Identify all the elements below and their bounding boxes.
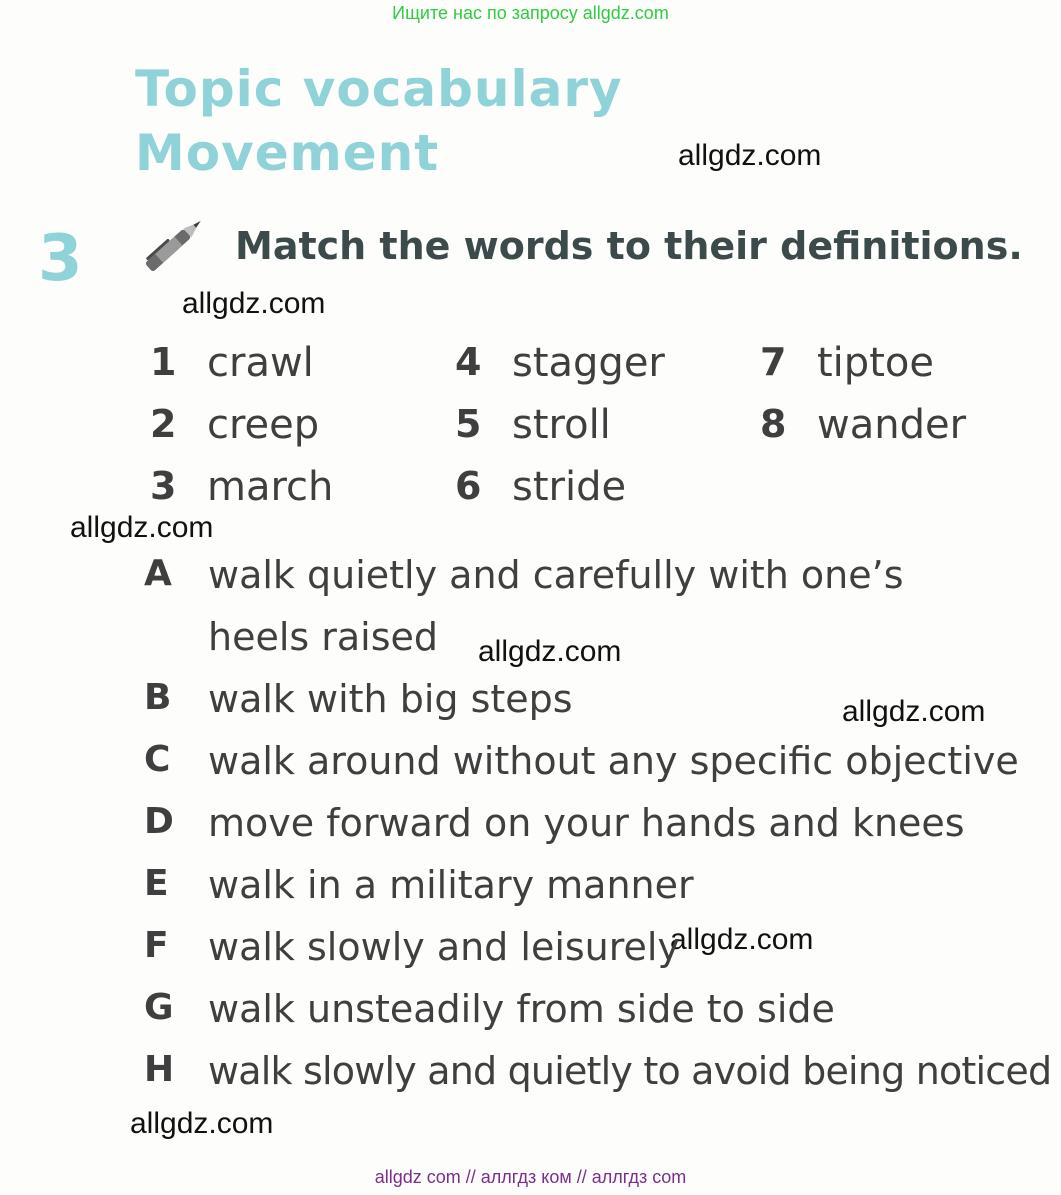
word-number: 5 xyxy=(455,402,482,446)
watermark: allgdz.com xyxy=(678,139,822,172)
definition-text: walk slowly and leisurely xyxy=(208,925,680,969)
definition-text: walk quietly and carefully with one’s xyxy=(208,553,904,597)
watermark: allgdz.com xyxy=(478,635,622,668)
word-text: creep xyxy=(207,402,320,448)
footer: allgdz com // аллгдз ком // аллгдз com xyxy=(374,1167,687,1187)
definition-letter: G xyxy=(144,987,174,1028)
definition-letter: B xyxy=(144,677,172,718)
exercise-number: 3 xyxy=(38,222,83,296)
word-number: 7 xyxy=(760,340,787,384)
word-number: 4 xyxy=(455,340,482,384)
definition-text: walk with big steps xyxy=(208,677,573,721)
word-number: 2 xyxy=(150,402,177,446)
definition-letter: F xyxy=(144,925,169,966)
definition-letter: H xyxy=(144,1049,175,1090)
word-text: march xyxy=(207,464,334,510)
watermark: allgdz.com xyxy=(130,1107,274,1140)
word-number: 6 xyxy=(455,464,482,508)
definition-letter: E xyxy=(144,863,169,904)
definition-text: move forward on your hands and knees xyxy=(208,801,965,845)
word-number: 8 xyxy=(760,402,787,446)
watermark: allgdz.com xyxy=(70,511,214,544)
exercise-instruction: Match the words to their definitions. xyxy=(235,224,1023,268)
pen-icon xyxy=(134,206,214,284)
word-text: stride xyxy=(512,464,627,510)
definition-letter: A xyxy=(144,553,172,594)
word-text: stroll xyxy=(512,402,611,448)
definition-text: walk unsteadily from side to side xyxy=(208,987,835,1031)
top-banner: Ищите нас по запросу allgdz.com xyxy=(392,3,669,23)
word-text: wander xyxy=(817,402,967,448)
word-number: 3 xyxy=(150,464,177,508)
watermark: allgdz.com xyxy=(670,923,814,956)
definition-text-continued: heels raised xyxy=(208,615,439,659)
watermark: allgdz.com xyxy=(182,287,326,320)
topic-subheading: Movement xyxy=(135,124,440,182)
topic-heading: Topic vocabulary xyxy=(135,60,623,118)
word-text: stagger xyxy=(512,340,665,386)
definition-text: walk in a military manner xyxy=(208,863,694,907)
definition-text: walk around without any specific objective xyxy=(208,739,1019,783)
word-text: crawl xyxy=(207,340,314,386)
definition-letter: D xyxy=(144,801,174,842)
definition-text: walk slowly and quietly to avoid being noticed xyxy=(208,1049,1052,1093)
definition-letter: C xyxy=(144,739,171,780)
word-text: tiptoe xyxy=(817,340,934,386)
watermark: allgdz.com xyxy=(842,695,986,728)
word-number: 1 xyxy=(150,340,177,384)
